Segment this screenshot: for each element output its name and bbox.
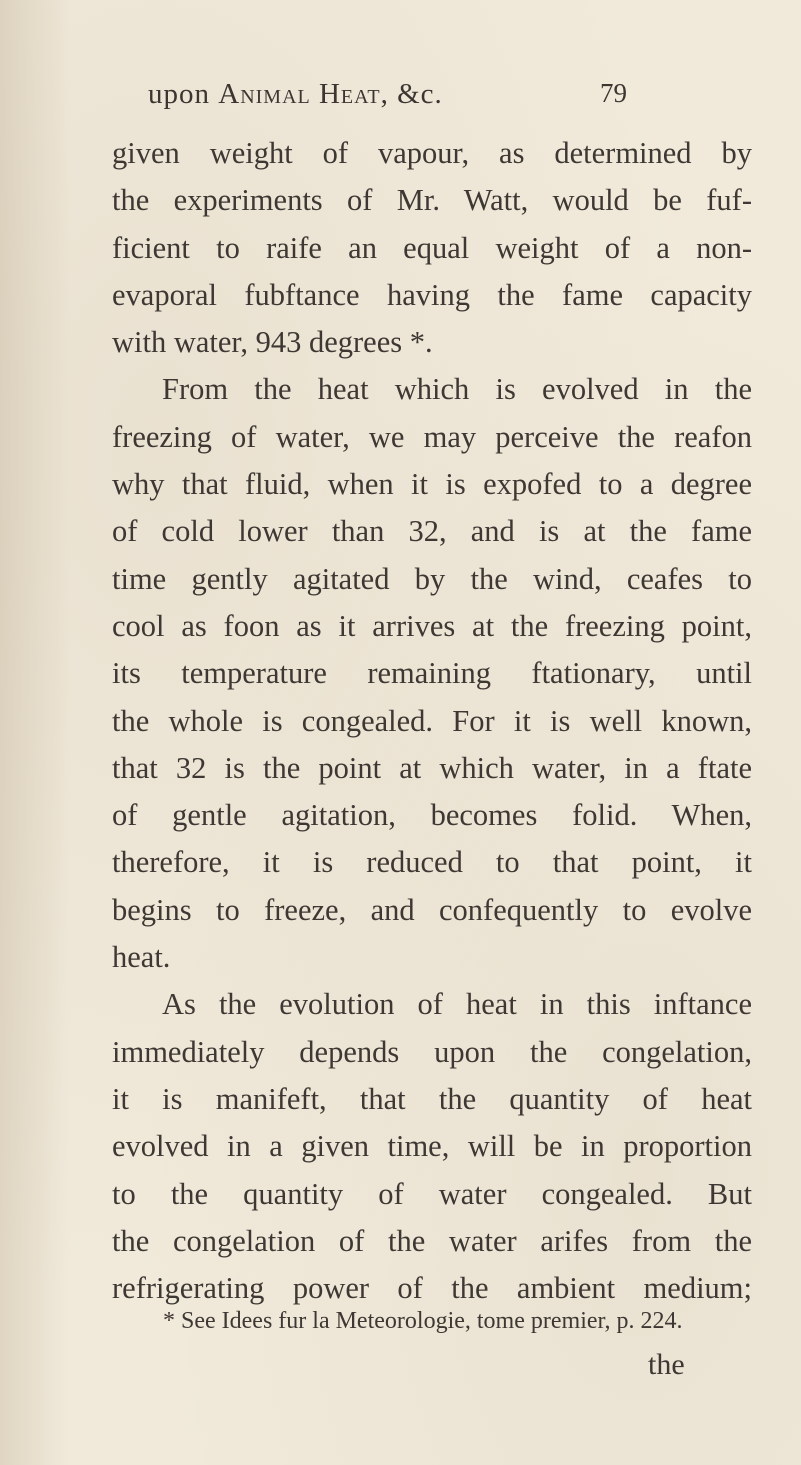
running-head-title: Animal Heat <box>218 78 381 110</box>
text-line: its temperature remaining ftationary, until <box>112 656 752 691</box>
text-line: cool as foon as it arrives at the freezing point, <box>112 608 752 643</box>
text-line: of cold lower than 32, and is at the fame <box>112 514 752 549</box>
text-line: From the heat which is evolved in the <box>162 372 752 407</box>
page-number: 79 <box>600 78 627 108</box>
text-line: the congelation of the water arifes from the <box>112 1223 752 1258</box>
text-line: ficient to raife an equal weight of a non- <box>112 230 752 265</box>
text-line: why that fluid, when it is expofed to a degree <box>112 467 752 502</box>
text-line: the experiments of Mr. Watt, would be fuf- <box>112 183 752 218</box>
text-line: time gently agitated by the wind, ceafes to <box>112 561 752 596</box>
text-line: it is manifeft, that the quantity of heat <box>112 1081 752 1116</box>
running-head-suffix: , &c. <box>380 78 443 110</box>
page-header <box>148 78 648 118</box>
text-line: begins to freeze, and confequently to evolve <box>112 892 752 927</box>
text-line: immediately depends upon the congelation, <box>112 1034 752 1069</box>
text-line: As the evolution of heat in this inftance <box>162 987 752 1022</box>
text-line: given weight of vapour, as determined by <box>112 136 752 170</box>
running-head-prefix: upon <box>148 78 219 110</box>
text-line: of gentle agitation, becomes folid. When, <box>112 798 752 833</box>
catchword: the <box>648 1348 685 1381</box>
text-line: the whole is congealed. For it is well known, <box>112 703 752 738</box>
text-line: freezing of water, we may perceive the reafon <box>112 419 752 454</box>
text-line: with water, 943 degrees *. <box>112 325 433 360</box>
body-text <box>112 130 752 1312</box>
text-line: refrigerating power of the ambient medium; <box>112 1271 752 1306</box>
text-line: to the quantity of water congealed. But <box>112 1176 752 1211</box>
running-head <box>148 78 443 111</box>
text-line: therefore, it is reduced to that point, it <box>112 845 752 880</box>
text-line: that 32 is the point at which water, in a ftate <box>112 750 752 785</box>
footnote: * See Idees fur la Meteorologie, tome premier, p. 224. <box>163 1308 683 1334</box>
text-line: evaporal fubftance having the fame capacity <box>112 277 752 312</box>
text-line: heat. <box>112 940 171 975</box>
page-edge-stain <box>0 0 70 1465</box>
text-line: evolved in a given time, will be in proportion <box>112 1129 752 1164</box>
